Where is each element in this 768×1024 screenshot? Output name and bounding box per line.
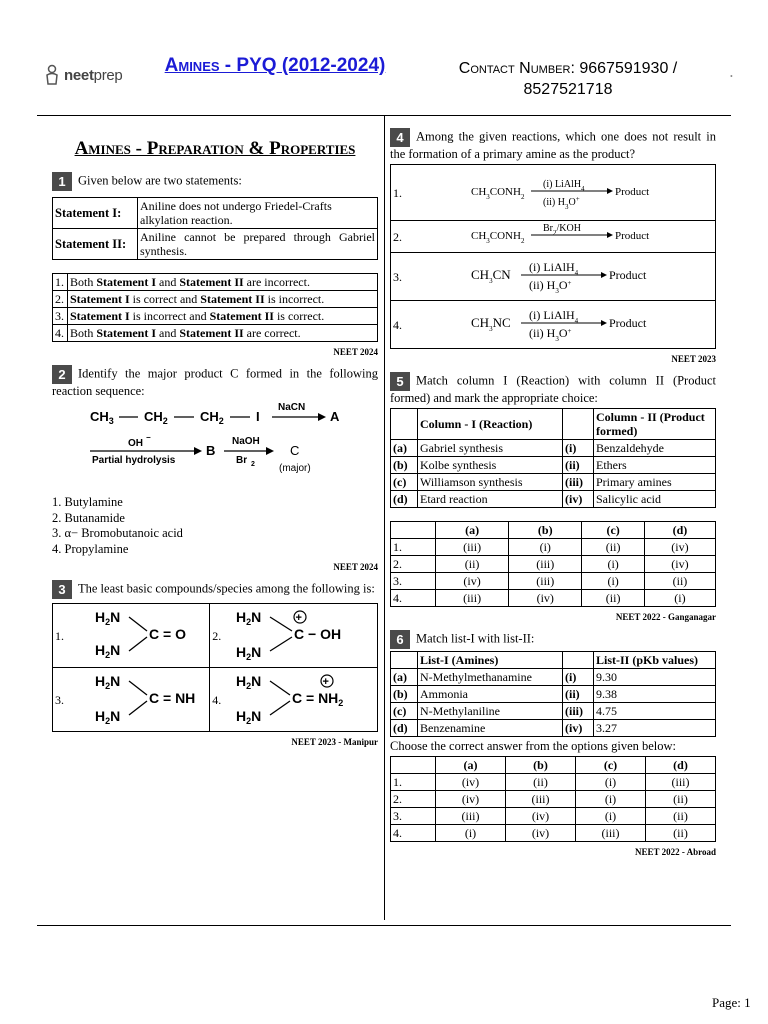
option-number: 4.	[391, 590, 436, 607]
question-text: Match list-I with list-II:	[416, 631, 535, 646]
structure-3	[69, 668, 210, 732]
answer-cell: (iv)	[436, 774, 506, 791]
svg-text:C = O: C = O	[149, 626, 186, 642]
answer-cell: (ii)	[436, 556, 509, 573]
column-header: List-II (pKb values)	[594, 652, 716, 669]
product-label: Product	[615, 186, 650, 198]
svg-text:C = NH: C = NH	[149, 690, 196, 706]
answer-cell: (iii)	[576, 825, 646, 842]
structure-4	[226, 668, 377, 732]
column-header: (c)	[582, 522, 645, 539]
row-label: (iv)	[563, 491, 594, 508]
option-row[interactable]	[53, 274, 378, 291]
blank-cell	[563, 409, 594, 440]
option-number: 4.	[53, 325, 68, 342]
match-table	[390, 651, 716, 737]
question-number: 5	[390, 372, 410, 391]
question-number: 3	[52, 580, 72, 599]
question-5	[390, 372, 716, 406]
answer-cell: (iii)	[436, 808, 506, 825]
reactant: $CH_3CONH_2$	[471, 230, 525, 245]
option-row[interactable]	[391, 165, 716, 221]
svg-text:H2N: $H_2N$	[95, 642, 121, 660]
left-column	[52, 130, 378, 755]
option-number: 3.	[53, 308, 68, 325]
structure-1	[69, 604, 210, 668]
answer-row[interactable]	[391, 539, 716, 556]
reaction-equation	[415, 222, 705, 248]
statement-ref: Statement II	[209, 309, 274, 323]
question-text: Match column I (Reaction) with column II (Product formed) and mark the appropriate choice:	[390, 373, 716, 405]
table-header-row	[391, 757, 716, 774]
choose-instruction: Choose the correct answer from the options given below:	[390, 739, 677, 753]
option-text: Both Statement I and Statement II are correct.	[68, 325, 378, 342]
table-header-row	[391, 409, 716, 440]
statement-label: Statement I:	[53, 198, 138, 229]
statement-ref: Statement I	[70, 292, 130, 306]
column-header: (a)	[436, 522, 509, 539]
reagent-bottom: (ii) $H_3O^+$	[529, 326, 572, 343]
answer-cell: (ii)	[582, 590, 645, 607]
reaction-equation	[415, 302, 705, 344]
logo-text: neet	[64, 66, 94, 84]
statement-ref: Statement I	[70, 309, 130, 323]
cell-value: 9.38	[594, 686, 716, 703]
answer-cell: (i)	[576, 774, 646, 791]
cell-value: N-Methylmethanamine	[418, 669, 563, 686]
option-label: 1.	[53, 604, 70, 668]
answer-cell: (i)	[576, 808, 646, 825]
question-number: 2	[52, 365, 72, 384]
option-text: Statement I is correct and Statement II is incorrect.	[68, 291, 378, 308]
answer-row[interactable]	[391, 774, 716, 791]
cell-value: 3.27	[594, 720, 716, 737]
option-number: 2.	[53, 291, 68, 308]
contact-numbers: 9667591930 / 8527521718	[523, 60, 678, 98]
answer-row[interactable]	[391, 573, 716, 590]
blank-cell	[391, 652, 418, 669]
answer-cell: (ii)	[646, 808, 716, 825]
answer-cell: (iii)	[509, 573, 582, 590]
table-row	[391, 474, 716, 491]
option-number: 2.	[391, 791, 436, 808]
svg-text:C = NH2: $C = NH_2$	[292, 690, 344, 708]
match-table	[390, 408, 716, 508]
table-row	[391, 720, 716, 737]
row-label: (ii)	[563, 686, 594, 703]
cell-value: N-Methylaniline	[418, 703, 563, 720]
reagent-top: (i) LiAlH$_4$	[529, 260, 579, 277]
statement-text: Aniline cannot be prepared through Gabriel synthesis.	[138, 229, 378, 260]
major-label: (major)	[279, 463, 311, 474]
source-label: NEET 2023	[671, 354, 716, 364]
column-header: (b)	[509, 522, 582, 539]
row-label: (a)	[391, 440, 418, 457]
svg-text:H2N: $H_2N$	[95, 673, 121, 691]
option-label: 2.	[210, 604, 227, 668]
question-1	[52, 172, 378, 191]
table-row	[391, 440, 716, 457]
right-column	[390, 128, 716, 865]
reactions-table	[390, 164, 716, 349]
option-item[interactable]: 4. Propylamine	[52, 541, 129, 556]
answer-table	[390, 521, 716, 607]
answer-table	[390, 756, 716, 842]
answer-cell: (iv)	[509, 590, 582, 607]
option-number: 1.	[53, 274, 68, 291]
column-header: (a)	[436, 757, 506, 774]
row-label: (d)	[391, 720, 418, 737]
row-label: (b)	[391, 457, 418, 474]
cell-value: Benzaldehyde	[594, 440, 716, 457]
option-row[interactable]	[53, 325, 378, 342]
answer-cell: (iv)	[644, 539, 715, 556]
option-number: 1.	[391, 539, 436, 556]
row-label: (b)	[391, 686, 418, 703]
table-header-row	[391, 522, 716, 539]
cell-value: 9.30	[594, 669, 716, 686]
option-label: 4.	[210, 668, 227, 732]
reaction-cell	[413, 221, 716, 253]
question-6	[390, 630, 716, 649]
answer-row[interactable]	[391, 791, 716, 808]
question-text: Among the given reactions, which one does not result in the formation of a primary amine as the product?	[390, 129, 716, 161]
answer-cell: (ii)	[646, 791, 716, 808]
option-row[interactable]	[391, 253, 716, 301]
options-list	[52, 495, 378, 557]
table-row	[53, 229, 378, 260]
question-3	[52, 580, 378, 599]
guanidine-structure	[71, 669, 201, 727]
section-title: Amines - Preparation & Properties	[74, 138, 356, 159]
reaction-equation	[415, 254, 705, 296]
answer-cell: (iv)	[506, 825, 576, 842]
source-label: NEET 2023 - Manipur	[291, 737, 378, 747]
structure-2	[226, 604, 377, 668]
statement-text: Aniline does not undergo Friedel-Crafts alkylation reaction.	[138, 198, 378, 229]
option-row[interactable]	[53, 308, 378, 325]
answer-cell: (ii)	[582, 539, 645, 556]
blank-cell	[563, 652, 594, 669]
option-row[interactable]	[53, 291, 378, 308]
row-label: (c)	[391, 474, 418, 491]
answer-cell: (i)	[576, 791, 646, 808]
option-number: 3.	[391, 573, 436, 590]
source-label: NEET 2024	[333, 347, 378, 357]
question-2	[52, 365, 378, 399]
option-number: 4.	[391, 301, 414, 349]
option-text: Statement I is incorrect and Statement II is correct.	[68, 308, 378, 325]
answer-cell: (i)	[509, 539, 582, 556]
table-row	[53, 668, 378, 732]
row-label: (d)	[391, 491, 418, 508]
logo-text-prep: prep	[93, 66, 123, 84]
reactant: $CH_3NC$	[471, 315, 511, 333]
statement-ref: Statement I	[96, 326, 156, 340]
option-number: 1.	[391, 774, 436, 791]
row-label: (c)	[391, 703, 418, 720]
svg-text:C − OH: C − OH	[294, 626, 342, 642]
answer-cell: (i)	[582, 573, 645, 590]
answer-cell: (ii)	[646, 825, 716, 842]
option-number: 3.	[391, 253, 414, 301]
reaction-cell	[413, 165, 716, 221]
contact-info	[418, 58, 718, 100]
option-number: 2.	[391, 221, 414, 253]
option-number: 1.	[391, 165, 414, 221]
table-row	[391, 457, 716, 474]
statement-ref: Statement II	[200, 292, 265, 306]
reaction-cell	[413, 301, 716, 349]
answer-cell: (iii)	[436, 539, 509, 556]
svg-text:I: I	[256, 409, 260, 424]
svg-text:−: −	[146, 433, 151, 442]
cell-value: Etard reaction	[418, 491, 563, 508]
answer-cell: (ii)	[644, 573, 715, 590]
reactant: $CH_3CN$	[471, 267, 511, 285]
svg-text:CH2: $CH_2$	[200, 409, 224, 426]
neetprep-logo[interactable]	[44, 64, 122, 86]
answer-cell: (i)	[582, 556, 645, 573]
reagent-top: $Br_2$/KOH	[543, 223, 581, 237]
answer-row[interactable]	[391, 825, 716, 842]
column-header: Column - II (Product formed)	[594, 409, 716, 440]
cell-value: Ethers	[594, 457, 716, 474]
option-item[interactable]: 1. Butylamine	[52, 495, 123, 509]
answer-cell: (iv)	[436, 573, 509, 590]
reagent-bottom: (ii) $H_3O^+$	[529, 278, 572, 295]
statements-table	[52, 197, 378, 260]
answer-cell: (iii)	[436, 590, 509, 607]
svg-text:H2N: $H_2N$	[95, 708, 121, 726]
option-row[interactable]	[391, 301, 716, 349]
row-label: (i)	[563, 669, 594, 686]
table-row	[391, 686, 716, 703]
answer-row[interactable]	[391, 808, 716, 825]
reagent-top: (i) LiAlH$_4$	[529, 308, 579, 325]
table-header-row	[391, 652, 716, 669]
answer-cell: (iii)	[506, 791, 576, 808]
table-row	[53, 604, 378, 668]
urea-structure	[71, 605, 201, 663]
answer-cell: (i)	[436, 825, 506, 842]
blank-cell	[391, 409, 418, 440]
table-row	[391, 491, 716, 508]
cell-value: Primary amines	[594, 474, 716, 491]
column-header	[391, 522, 436, 539]
product-c: C	[290, 443, 300, 458]
option-number: 2.	[391, 556, 436, 573]
reaction-cell	[413, 253, 716, 301]
cell-value: Ammonia	[418, 686, 563, 703]
reaction-equation	[415, 166, 705, 216]
statement-ref: Statement II	[179, 275, 244, 289]
logo-person-icon	[44, 64, 62, 86]
row-label: (a)	[391, 669, 418, 686]
svg-text:H2N: $H_2N$	[236, 673, 262, 691]
answer-cell: (iii)	[509, 556, 582, 573]
answer-cell: (iv)	[506, 808, 576, 825]
column-header: (b)	[506, 757, 576, 774]
source-label: NEET 2022 - Abroad	[635, 847, 716, 857]
statement-ref: Statement II	[179, 326, 244, 340]
answer-cell: (iii)	[646, 774, 716, 791]
option-row[interactable]	[391, 221, 716, 253]
answer-cell: (i)	[644, 590, 715, 607]
question-number: 6	[390, 630, 410, 649]
reagent-label: NaCN	[278, 402, 306, 413]
question-text: Identify the major product C formed in the following reaction sequence:	[52, 366, 378, 398]
option-label: 3.	[53, 668, 70, 732]
footer-divider	[37, 925, 731, 926]
svg-text:+: +	[295, 612, 303, 624]
guanidinium-structure	[228, 669, 368, 727]
option-text: Both Statement I and Statement II are incorrect.	[68, 274, 378, 291]
option-item[interactable]: 3. α− Bromobutanoic acid	[52, 526, 183, 540]
page-number: Page: 1	[712, 995, 751, 1010]
svg-text:H2N: $H_2N$	[236, 644, 262, 662]
source-label: NEET 2024	[333, 562, 378, 572]
svg-text:+: +	[322, 676, 330, 688]
reagent-oh: OH	[128, 438, 143, 449]
question-text: Given below are two statements:	[78, 173, 242, 188]
answer-cell: (iv)	[436, 791, 506, 808]
reagent-top: (i) LiAlH$_4$	[543, 179, 585, 193]
answer-cell: (ii)	[506, 774, 576, 791]
options-table	[52, 273, 378, 342]
reagent-br2: Br	[236, 455, 248, 466]
reagent-naoh: NaOH	[232, 436, 260, 447]
svg-text:CH2: $CH_2$	[144, 409, 168, 426]
svg-text:H2N: $H_2N$	[236, 609, 262, 627]
source-label: NEET 2022 - Ganganagar	[615, 612, 716, 622]
svg-text:H2N: $H_2N$	[95, 609, 121, 627]
protonated-urea-structure	[228, 605, 368, 663]
table-row	[391, 669, 716, 686]
page-header	[0, 0, 768, 115]
contact-label: Contact Number:	[458, 60, 575, 77]
column-divider	[384, 116, 385, 920]
cell-value: 4.75	[594, 703, 716, 720]
structures-table	[52, 603, 378, 732]
column-header	[391, 757, 436, 774]
product-b: B	[206, 443, 216, 458]
reactant: $CH_3CONH_2$	[471, 186, 525, 201]
answer-row[interactable]	[391, 556, 716, 573]
cell-value: Benzenamine	[418, 720, 563, 737]
row-label: (iii)	[563, 703, 594, 720]
row-label: (i)	[563, 440, 594, 457]
product-label: Product	[609, 268, 647, 282]
answer-row[interactable]	[391, 590, 716, 607]
row-label: (iii)	[563, 474, 594, 491]
reagent-bottom: (ii) $H_3O^+$	[543, 195, 580, 211]
reaction-scheme	[86, 401, 386, 481]
question-number: 4	[390, 128, 410, 147]
row-label: (ii)	[563, 457, 594, 474]
option-number: 3.	[391, 808, 436, 825]
column-header: List-I (Amines)	[418, 652, 563, 669]
cell-value: Williamson synthesis	[418, 474, 563, 491]
option-item[interactable]: 2. Butanamide	[52, 510, 125, 525]
column-header: (c)	[576, 757, 646, 774]
partial-hydrolysis-label: Partial hydrolysis	[92, 455, 176, 466]
header-dot: •	[730, 72, 733, 81]
statement-ref: Statement I	[96, 275, 156, 289]
question-text: The least basic compounds/species among the following is:	[78, 581, 375, 596]
statement-label: Statement II:	[53, 229, 138, 260]
svg-text:2: 2	[251, 461, 255, 468]
cell-value: Kolbe synthesis	[418, 457, 563, 474]
option-number: 4.	[391, 825, 436, 842]
question-4	[390, 128, 716, 162]
column-header: (d)	[646, 757, 716, 774]
table-row	[391, 703, 716, 720]
column-header: (d)	[644, 522, 715, 539]
cell-value: Gabriel synthesis	[418, 440, 563, 457]
product-label: Product	[615, 230, 650, 242]
row-label: (iv)	[563, 720, 594, 737]
svg-text:CH3: $CH_3$	[90, 409, 114, 426]
document-title-link[interactable]: Amines - PYQ (2012-2024)	[164, 55, 386, 76]
table-row	[53, 198, 378, 229]
product-a: A	[330, 409, 340, 424]
column-header: Column - I (Reaction)	[418, 409, 563, 440]
question-number: 1	[52, 172, 72, 191]
svg-text:H2N: $H_2N$	[236, 708, 262, 726]
product-label: Product	[609, 316, 647, 330]
answer-cell: (iv)	[644, 556, 715, 573]
cell-value: Salicylic acid	[594, 491, 716, 508]
